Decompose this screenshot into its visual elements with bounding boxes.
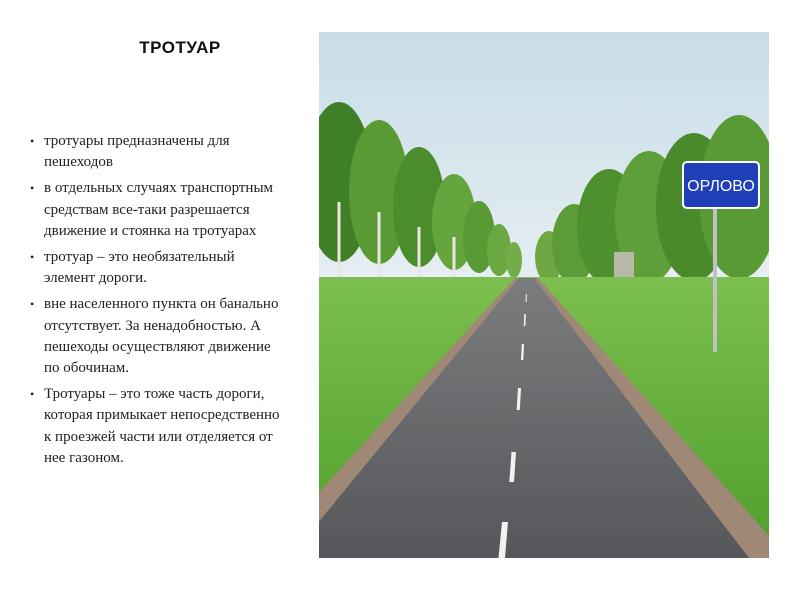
- sign-text: ОРЛОВО: [687, 178, 755, 195]
- bullet-item: • тротуар – это необязательный элемент дороги.: [30, 247, 280, 289]
- bullet-item: • Тротуары – это тоже часть дороги, которая примыкает непосредственно к проезжей части или отделяется от нее газоном.: [30, 384, 280, 469]
- bullet-item: • в отдельных случаях транспортным средствам все-таки разрешается движение и стоянка на тротуарах: [30, 178, 280, 242]
- bullet-list: [30, 131, 280, 474]
- road-illustration: [319, 32, 769, 558]
- slide-title: ТРОТУАР: [139, 38, 221, 57]
- bullet-item: • тротуары предназначены для пешеходов: [30, 131, 280, 173]
- road-photo: [319, 32, 769, 558]
- bullet-item: • вне населенного пункта он банально отсутствует. За ненадобностью. А пешеходы осуществляют движение по обочинам.: [30, 294, 280, 379]
- distant-house: [614, 252, 634, 277]
